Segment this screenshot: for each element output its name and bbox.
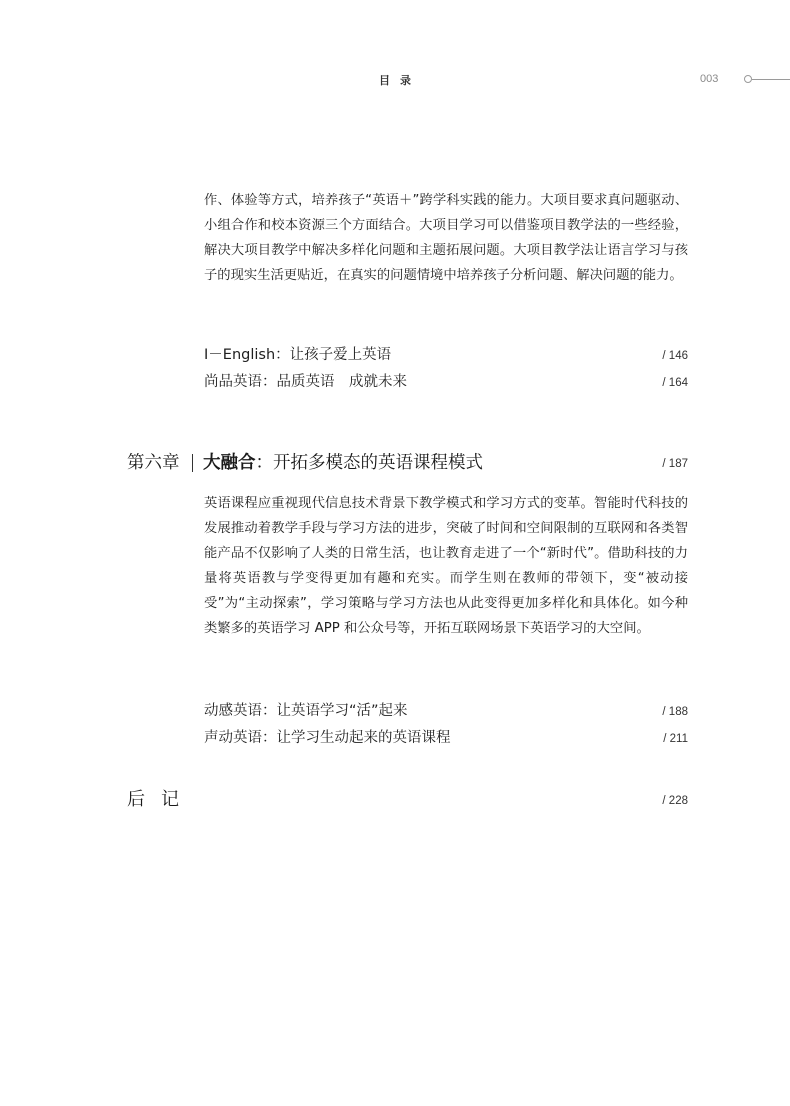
ornament-circle — [744, 75, 752, 83]
chapter-page: / 187 — [662, 458, 688, 470]
ornament-line — [752, 79, 790, 80]
toc-entry-page: / 146 — [662, 350, 688, 362]
chapter-title — [203, 450, 483, 476]
toc-entry-title: 尚品英语：品质英语 成就未来 — [204, 374, 407, 390]
chapter-title-rest: ：开拓多模态的英语课程模式 — [255, 453, 483, 473]
section-description-paragraph: 作、体验等方式，培养孩子“英语＋”跨学科实践的能力。大项目要求真问题驱动、小组合作和校本资源三个方面结合。大项目学习可以借鉴项目教学法的一些经验，解决大项目教学中解决多样化问题和主题拓展问题。大项目教学法让语言学习与孩子的现实生活更贴近，在真实的问题情境中培养孩子分析问题、解决问题的能力。 — [204, 193, 688, 283]
toc-entry-sound-english[interactable] — [204, 727, 688, 749]
chapter-title-bold: 大融合 — [203, 453, 256, 473]
page-number: 003 — [700, 73, 719, 85]
chapter-6-heading[interactable] — [127, 450, 688, 476]
afterword-label: 后记 — [127, 789, 195, 810]
toc-entry-page: / 164 — [662, 377, 688, 389]
toc-entry-i-english[interactable] — [204, 344, 688, 366]
toc-entry-title: 动感英语：让英语学习“活”起来 — [204, 703, 408, 719]
toc-entry-page: / 188 — [662, 706, 688, 718]
afterword-heading[interactable] — [127, 787, 688, 813]
toc-entry-page: / 211 — [663, 733, 688, 745]
chapter-6-description-paragraph: 英语课程应重视现代信息技术背景下教学模式和学习方式的变革。智能时代科技的发展推动着教学手段与学习方法的进步，突破了时间和空间限制的互联网和各类智能产品不仅影响了人类的日常生活，也让教育走进了一个“新时代”。借助科技的力量将英语教与学变得更加有趣和充实。而学生则在教师的带领下，变“被动接受”为“主动探索”，学习策略与学习方法也从此变得更加多样化和具体化。如今种类繁多的英语学习 APP 和公众号等，开拓互联网场景下英语学习的大空间。 — [204, 496, 688, 636]
afterword-page: / 228 — [662, 795, 688, 807]
chapter-label: 第六章 — [127, 453, 180, 473]
toc-entry-dynamic-english[interactable] — [204, 700, 688, 722]
toc-entry-shangpin-english[interactable] — [204, 371, 688, 393]
header-ornament — [744, 73, 790, 85]
toc-entry-title: 声动英语：让学习生动起来的英语课程 — [204, 730, 451, 746]
running-header-title: 目录 — [379, 74, 421, 87]
toc-entry-title: I－English：让孩子爱上英语 — [204, 347, 392, 363]
chapter-divider — [192, 454, 193, 472]
